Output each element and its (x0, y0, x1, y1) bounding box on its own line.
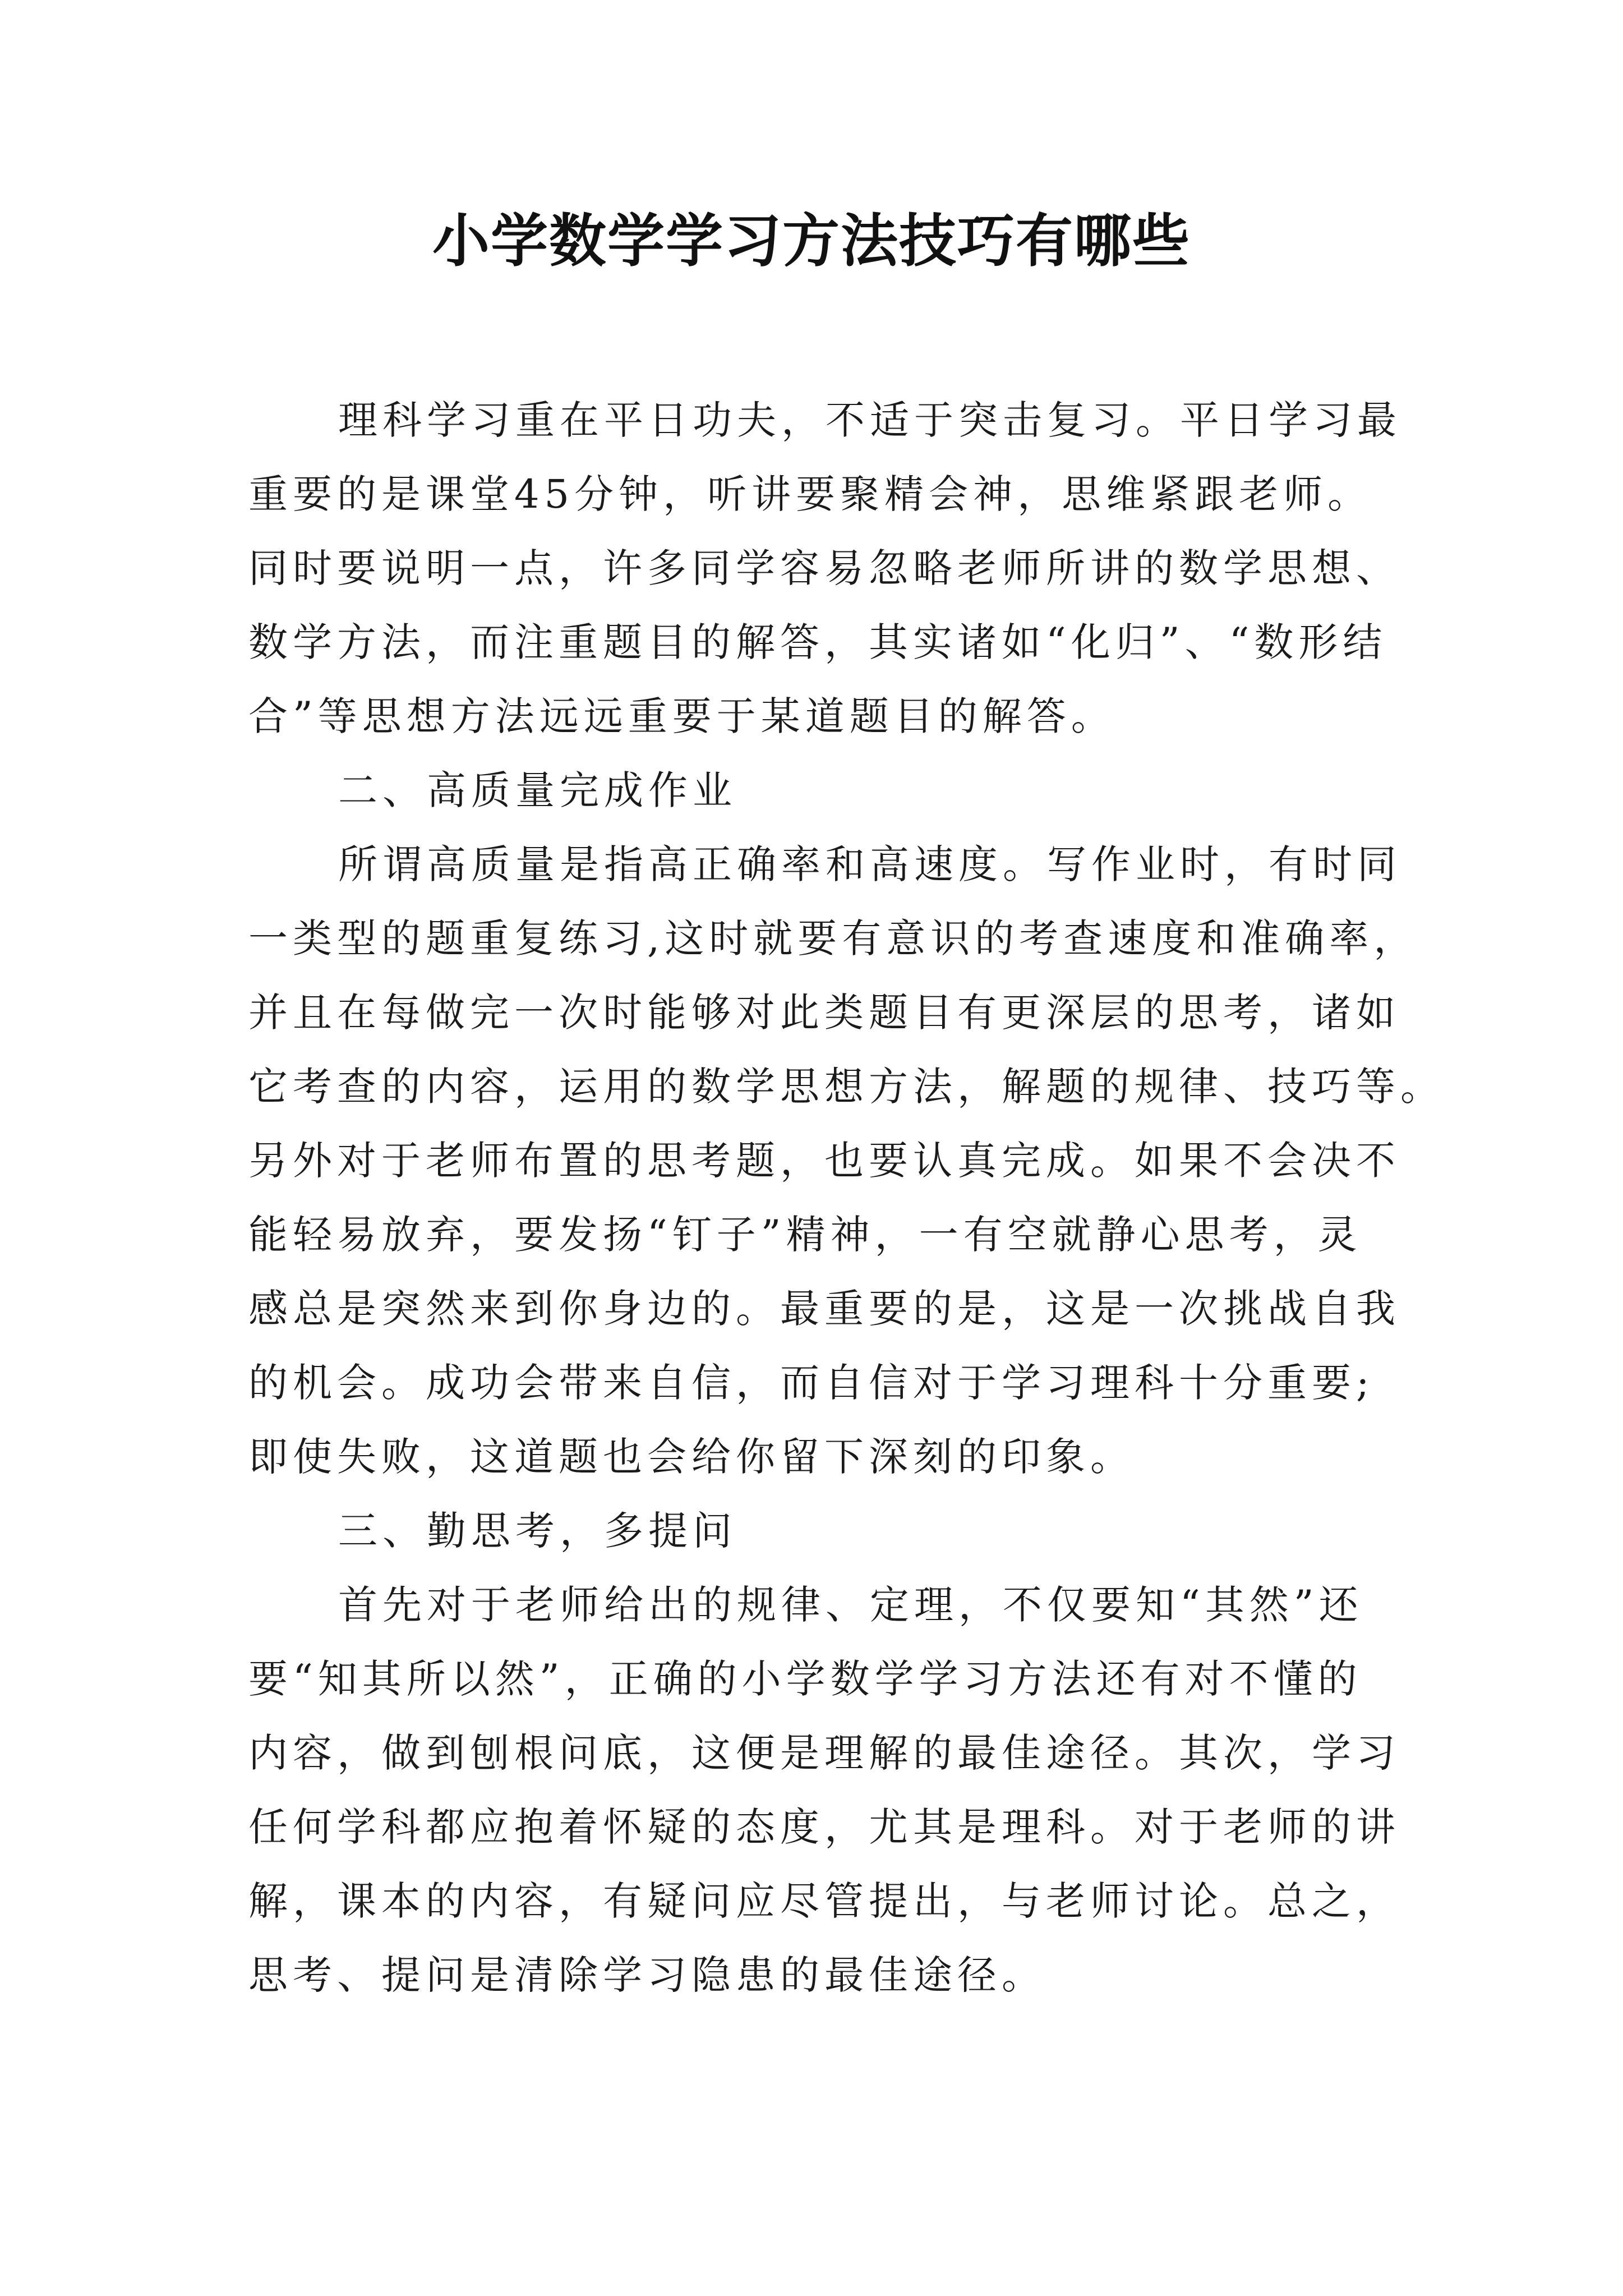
text-line: 解，课本的内容，有疑问应尽管提出，与老师讨论。总之， (248, 1878, 1400, 1924)
text-line: 能轻易放弃，要发扬“钉子”精神，一有空就静心思考，灵 (248, 1212, 1362, 1258)
text-line: 理科学习重在平日功夫，不适于突击复习。平日学习最 (338, 397, 1401, 443)
text-line: 要“知其所以然”，正确的小学数学学习方法还有对不懂的 (248, 1656, 1362, 1702)
text-line: 它考查的内容，运用的数学思想方法，解题的规律、技巧等。 (248, 1064, 1445, 1110)
document-body (248, 383, 1445, 2012)
text-line: 的机会。成功会带来自信，而自信对于学习理科十分重要; (248, 1360, 1375, 1406)
text-line: 二、高质量完成作业 (338, 767, 737, 813)
text-line: 首先对于老师给出的规律、定理，不仅要知“其然”还 (338, 1582, 1363, 1628)
text-line: 感总是突然来到你身边的。最重要的是，这是一次挑战自我 (248, 1286, 1400, 1332)
text-line: 即使失败，这道题也会给你留下深刻的印象。 (248, 1434, 1135, 1480)
document-title: 小学数学学习方法技巧有哪些 (432, 208, 1191, 275)
text-line: 三、勤思考，多提问 (338, 1508, 737, 1554)
text-line: 思考、提问是清除学习隐患的最佳途径。 (248, 1952, 1046, 1998)
text-line: 内容，做到刨根问底，这便是理解的最佳途径。其次，学习 (248, 1730, 1400, 1776)
text-line: 并且在每做完一次时能够对此类题目有更深层的思考，诸如 (248, 990, 1400, 1036)
text-line: 重要的是课堂45分钟，听讲要聚精会神，思维紧跟老师。 (248, 471, 1372, 517)
text-line: 数学方法，而注重题目的解答，其实诸如“化归”、“数形结 (248, 619, 1387, 665)
text-line: 所谓高质量是指高正确率和高速度。写作业时，有时同 (338, 841, 1401, 887)
text-line: 同时要说明一点，许多同学容易忽略老师所讲的数学思想、 (248, 545, 1400, 591)
text-line: 另外对于老师布置的思考题，也要认真完成。如果不会决不 (248, 1138, 1400, 1184)
text-line: 任何学科都应抱着怀疑的态度，尤其是理科。对于老师的讲 (248, 1804, 1400, 1850)
text-line: 合”等思想方法远远重要于某道题目的解答。 (248, 693, 1115, 739)
text-line: 一类型的题重复练习,这时就要有意识的考查速度和准确率， (248, 915, 1418, 961)
